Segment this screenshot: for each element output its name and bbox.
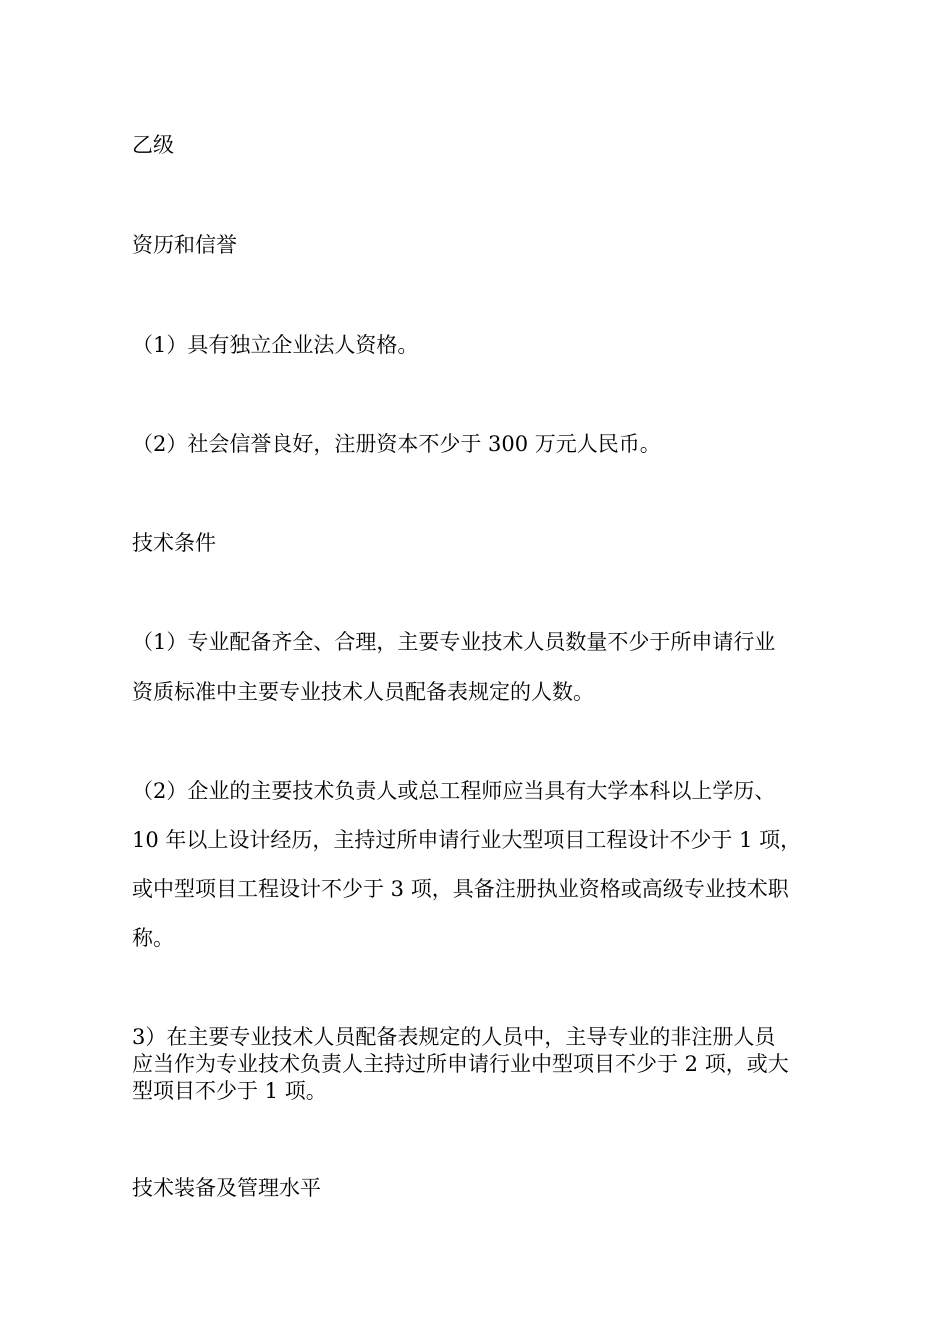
technical-item-3-line-3: 型项目不少于 1 项。: [132, 1079, 327, 1103]
section-heading-credentials: 资历和信誉: [132, 233, 237, 257]
technical-item-1-line-1: （1）专业配备齐全、合理，主要专业技术人员数量不少于所申请行业: [132, 630, 776, 654]
section-heading-technical: 技术条件: [132, 531, 216, 555]
level-heading: 乙级: [132, 133, 174, 157]
technical-item-2-line-2: 10 年以上设计经历，主持过所申请行业大型项目工程设计不少于 1 项，: [132, 828, 802, 852]
technical-item-3-line-2: 应当作为专业技术负责人主持过所申请行业中型项目不少于 2 项，或大: [132, 1052, 789, 1076]
technical-item-1-line-2: 资质标准中主要专业技术人员配备表规定的人数。: [132, 680, 594, 704]
technical-item-3-line-1: 3）在主要专业技术人员配备表规定的人员中，主导专业的非注册人员: [132, 1025, 776, 1049]
section-heading-equipment: 技术装备及管理水平: [132, 1176, 321, 1200]
technical-item-2-line-4: 称。: [132, 926, 174, 950]
credentials-item-2: （2）社会信誉良好，注册资本不少于 300 万元人民币。: [132, 432, 661, 456]
credentials-item-1: （1）具有独立企业法人资格。: [132, 333, 419, 357]
technical-item-2-line-3: 或中型项目工程设计不少于 3 项，具备注册执业资格或高级专业技术职: [132, 877, 789, 901]
technical-item-2-line-1: （2）企业的主要技术负责人或总工程师应当具有大学本科以上学历、: [132, 779, 776, 803]
